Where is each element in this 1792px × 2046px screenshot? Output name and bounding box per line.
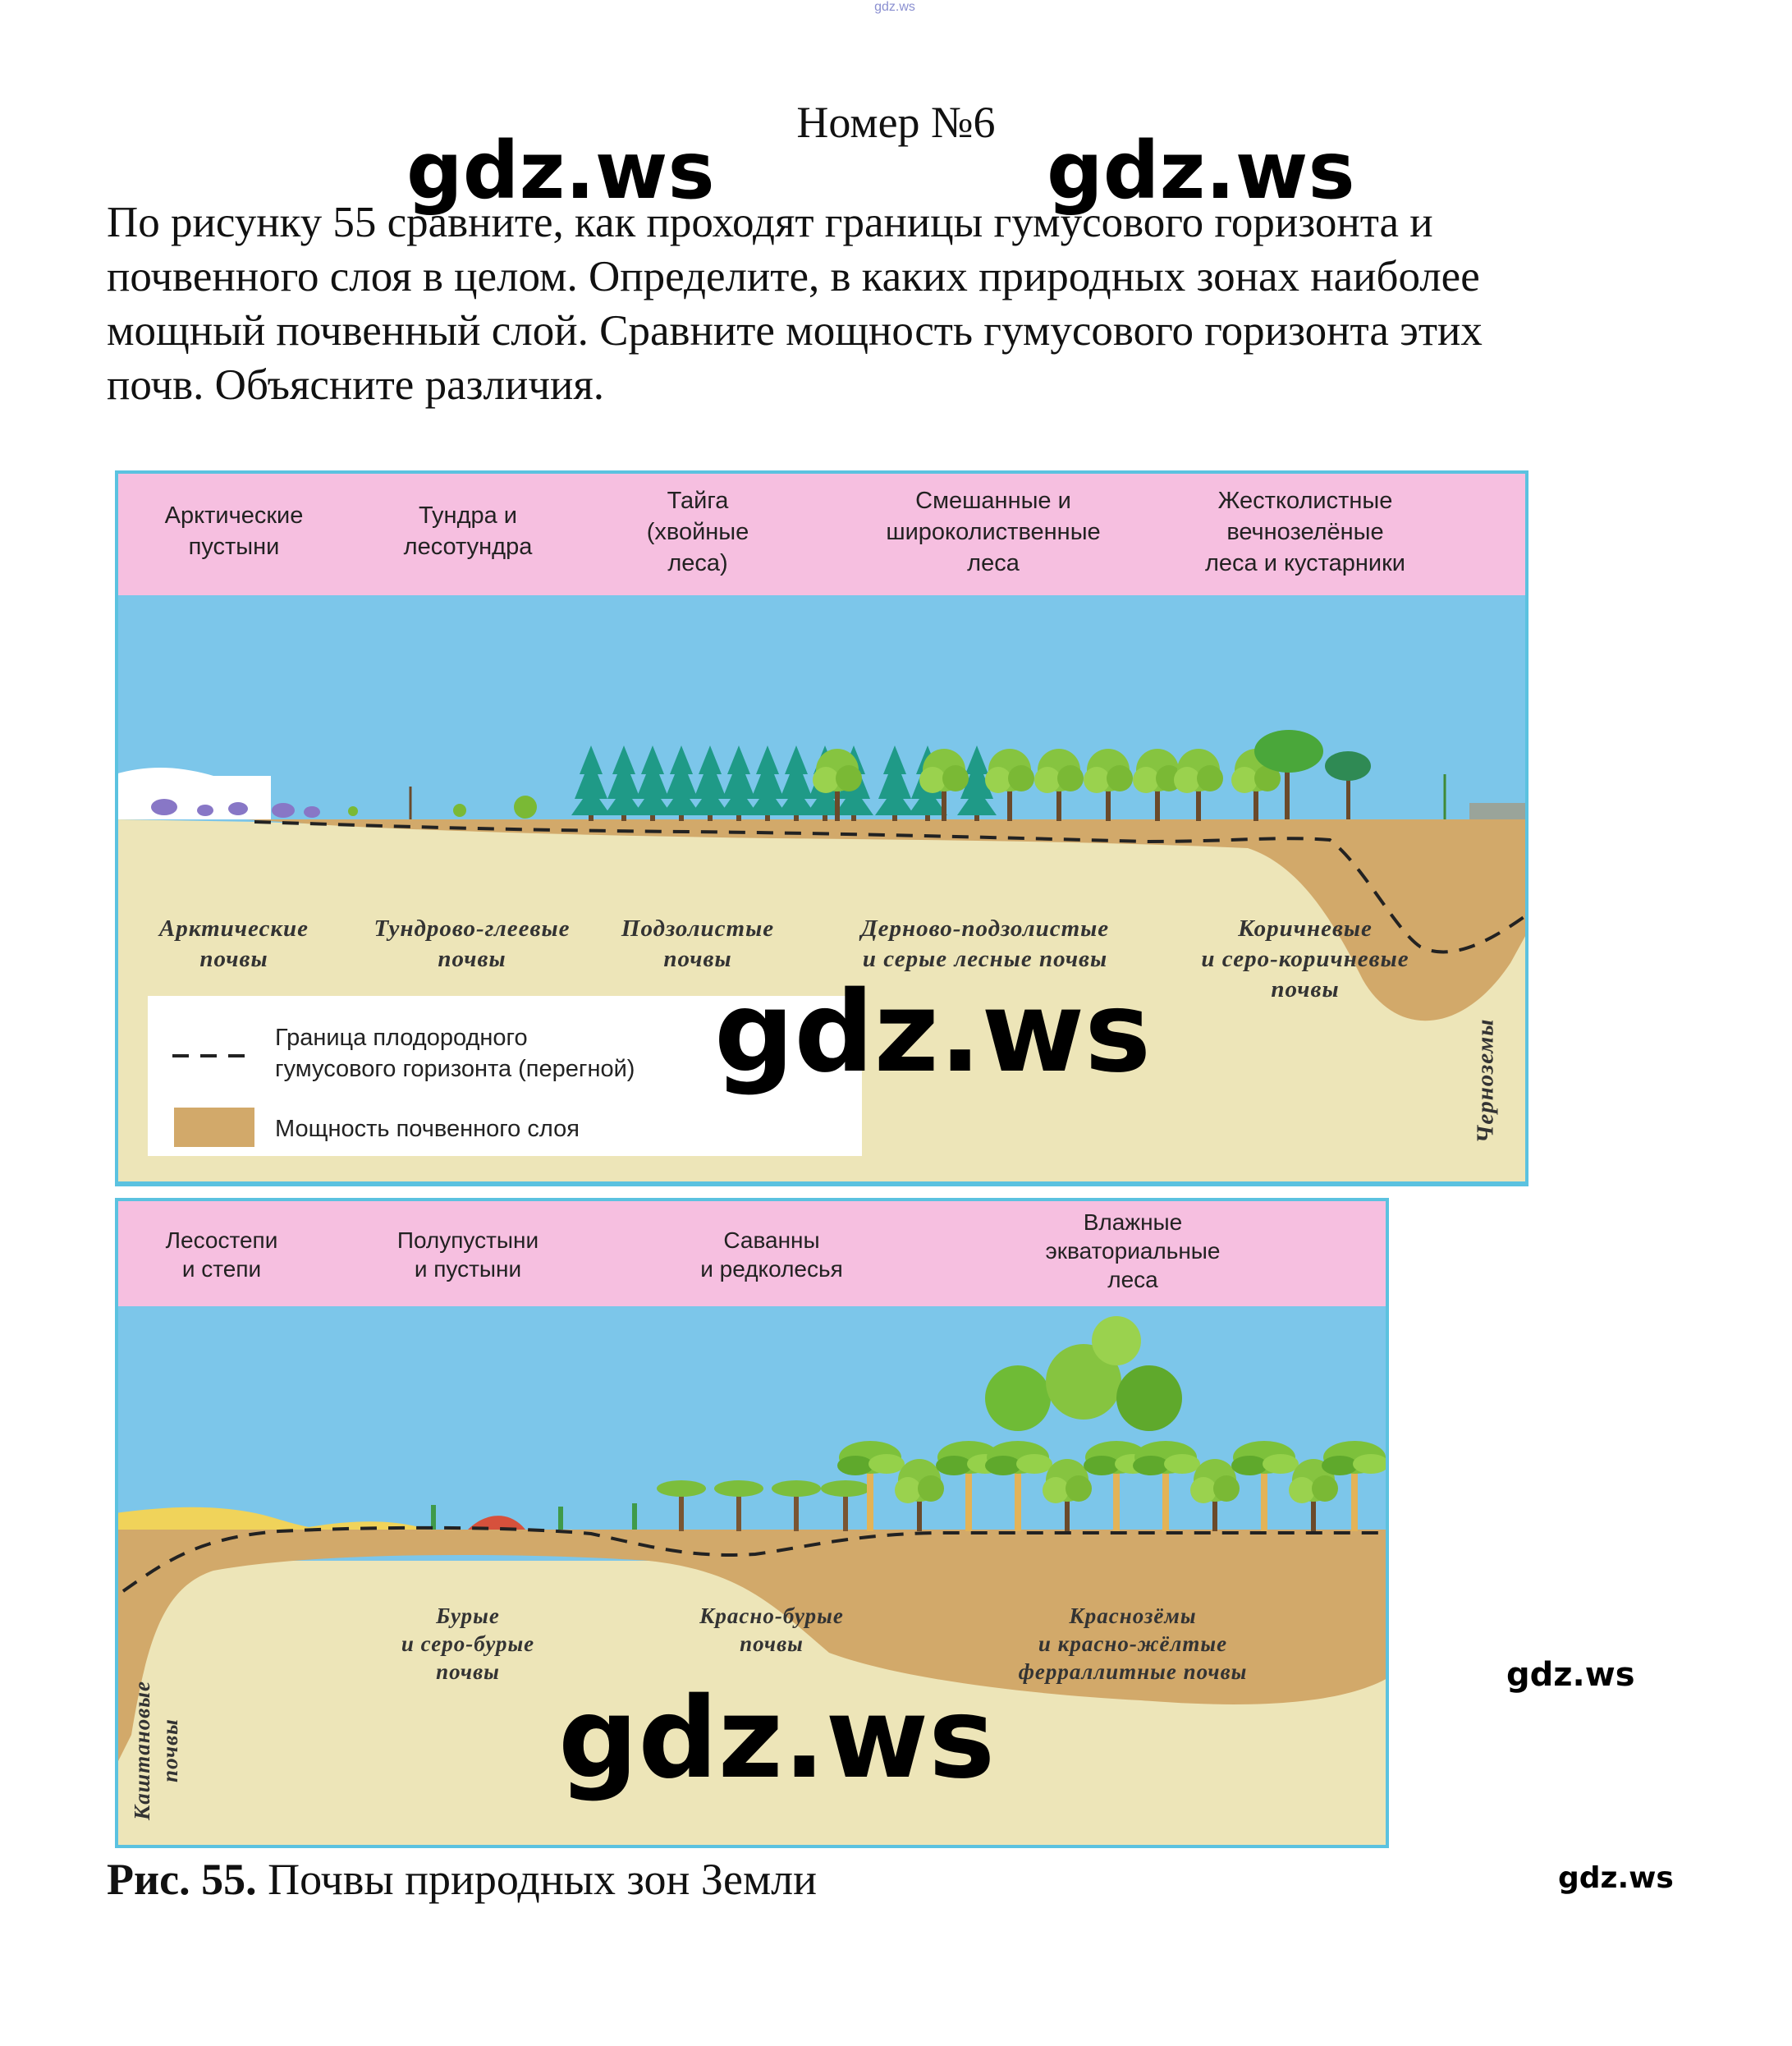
zone-label-mixed-forest: Смешанные и широколиственные леса: [886, 488, 1101, 576]
soil-label-chernozem: Черноземы: [1472, 1018, 1499, 1144]
watermark-right-mid: gdz.ws: [1506, 1656, 1635, 1694]
caption-text: Почвы природных зон Земли: [256, 1855, 817, 1904]
watermark-right-bottom: gdz.ws: [1558, 1861, 1674, 1895]
soil-label-arctic: Арктические почвы: [158, 915, 309, 972]
task-line: По рисунку 55 сравните, как проходят границы гумусового горизонта и: [107, 199, 1433, 246]
watermark-center: gdz.ws: [714, 968, 1152, 1098]
figure-caption: [107, 1854, 817, 1905]
task-line: мощный почвенный слой. Сравните мощность гумусового горизонта этих: [107, 307, 1483, 355]
zone-label-arctic: Арктические пустыни: [164, 502, 304, 560]
figure-labels: [115, 470, 1528, 1848]
zone-label-rainforest: Влажные экваториальные леса: [1045, 1209, 1221, 1292]
watermark-bottom-center: gdz.ws: [558, 1674, 996, 1804]
zone-label-taiga: Тайга (хвойные леса): [646, 488, 749, 576]
soil-label-brown-desert: Бурые и серо-бурые почвы: [401, 1603, 535, 1684]
zone-label-steppe: Лесостепи и степи: [165, 1227, 278, 1282]
soil-label-brown: Коричневые и серо-коричневые почвы: [1201, 915, 1409, 1002]
page-title: Номер №6: [796, 98, 996, 147]
soil-label-tundra-gley: Тундрово-глеевые почвы: [374, 915, 571, 972]
zone-label-semidesert: Полупустыни и пустыни: [396, 1227, 539, 1282]
soil-label-podzolic: Подзолистые почвы: [621, 915, 775, 972]
soil-label-red-yellow: Краснозёмы и красно-жёлтые ферраллитные почвы: [1018, 1603, 1248, 1684]
task-text: [107, 195, 1691, 412]
legend-boundary-label: Граница плодородного гумусового горизонта (перегной): [275, 1025, 635, 1082]
soil-label-sod-podzolic: Дерново-подзолистые и серые лесные почвы: [860, 915, 1110, 972]
watermark-top-left: gdz.ws: [406, 125, 715, 217]
legend-thickness-label: Мощность почвенного слоя: [275, 1116, 580, 1142]
soil-label-red-brown: Красно-бурые почвы: [699, 1603, 844, 1656]
task-line: почв. Объясните различия.: [107, 361, 604, 409]
zone-label-savanna: Саванны и редколесья: [700, 1227, 843, 1282]
caption-number: Рис. 55.: [107, 1855, 257, 1904]
soil-label-chestnut: Каштановые почвы: [130, 1680, 182, 1821]
zone-label-sclerophyll: Жестколистные вечнозелёные леса и кустарники: [1205, 488, 1405, 576]
watermark-top-right: gdz.ws: [1047, 125, 1355, 217]
small-watermark: gdz.ws: [874, 0, 915, 14]
task-line: почвенного слоя в целом. Определите, в каких природных зонах наиболее: [107, 253, 1480, 300]
zone-label-tundra: Тундра и лесотундра: [403, 502, 533, 560]
